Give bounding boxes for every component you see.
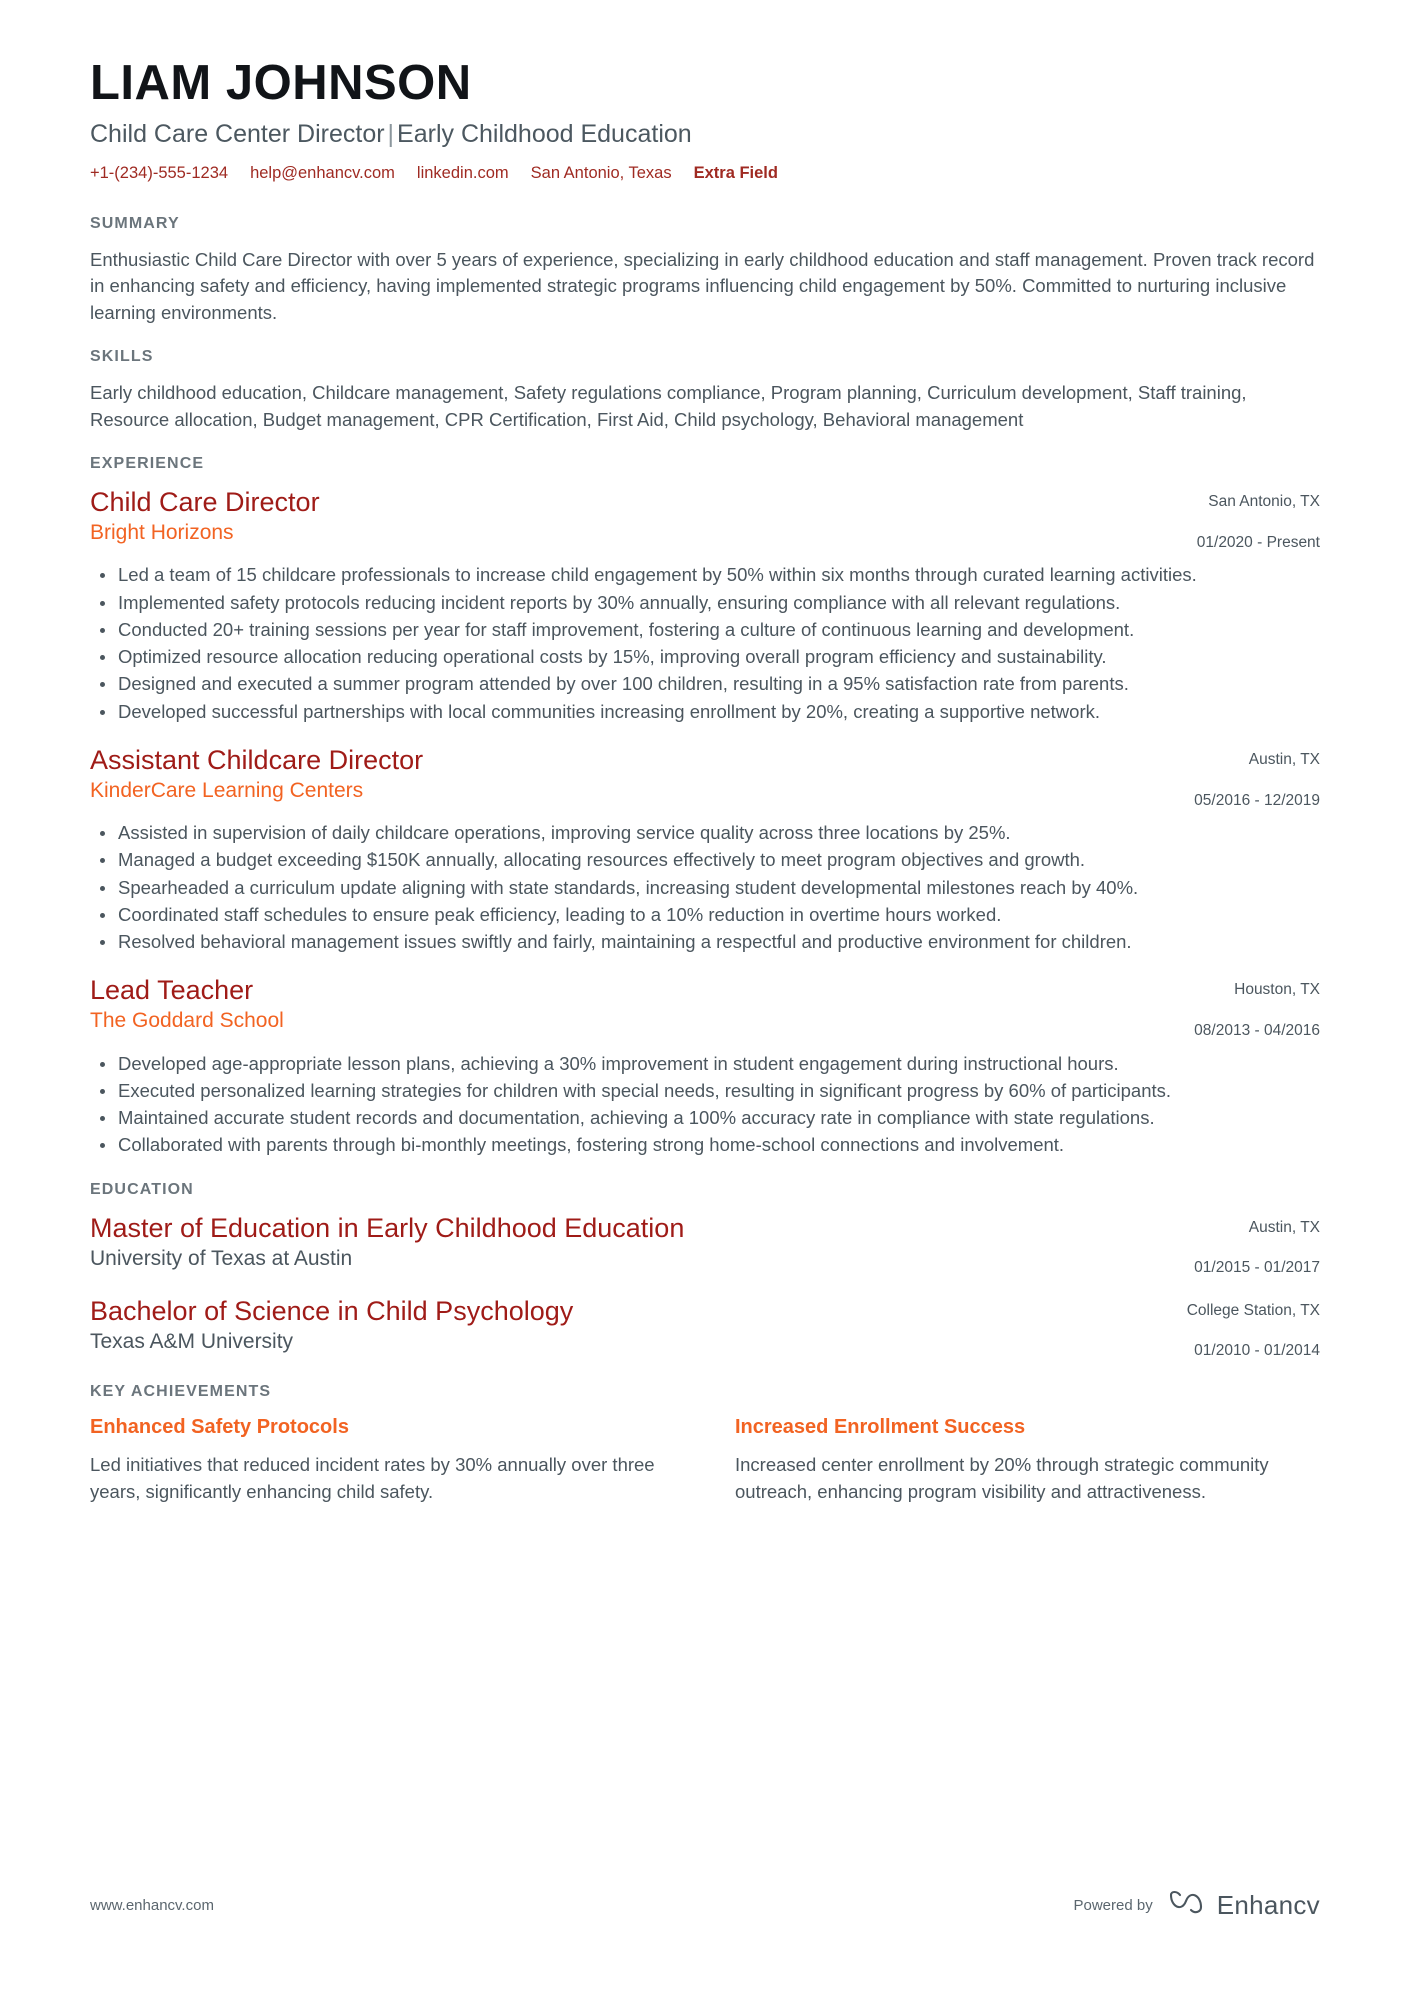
education-school: Texas A&M University	[90, 1329, 294, 1353]
education-entry	[90, 1296, 1320, 1361]
footer-branding	[1073, 1890, 1320, 1921]
experience-location: San Antonio, TX	[1208, 493, 1320, 511]
education-entry-meta	[1194, 1213, 1320, 1278]
list-item: Managed a budget exceeding $150K annually, allocating resources effectively to meet program objectives and growth.	[90, 847, 1320, 873]
footer-website-url[interactable]: www.enhancv.com	[90, 1897, 214, 1914]
skills-heading: SKILLS	[90, 348, 154, 366]
contact-extra-field[interactable]: Extra Field	[693, 164, 778, 183]
list-item: Led a team of 15 childcare professionals to increase child engagement by 50% within six months through curated learning activities.	[90, 562, 1320, 588]
education-entry-left	[90, 1296, 1187, 1354]
brand-lockup	[1167, 1890, 1320, 1921]
summary-heading: SUMMARY	[90, 214, 180, 232]
list-item: Conducted 20+ training sessions per year for staff improvement, fostering a culture of continuous learning and development.	[90, 617, 1320, 643]
experience-entry-head	[90, 487, 1320, 552]
list-item: Implemented safety protocols reducing incident reports by 30% annually, ensuring compliance with all relevant regulations.	[90, 590, 1320, 616]
resume-header	[90, 58, 1320, 185]
experience-entry	[90, 975, 1320, 1158]
education-dates: 01/2010 - 01/2014	[1194, 1342, 1320, 1360]
headline-secondary: Early Childhood Education	[397, 120, 692, 149]
experience-location: Austin, TX	[1248, 750, 1320, 768]
experience-company: The Goddard School	[90, 1009, 284, 1033]
list-item: Developed age-appropriate lesson plans, achieving a 30% improvement in student engagement during instructional hours.	[90, 1051, 1320, 1077]
education-degree: Bachelor of Science in Child Psychology	[90, 1295, 574, 1326]
experience-entry-left	[90, 487, 1197, 545]
education-degree: Master of Education in Early Childhood Education	[90, 1212, 685, 1243]
list-item: Collaborated with parents through bi-monthly meetings, fostering strong home-school connections and involvement.	[90, 1132, 1320, 1158]
experience-company: KinderCare Learning Centers	[90, 778, 364, 802]
experience-bullets	[90, 1051, 1320, 1159]
contact-row	[90, 163, 1320, 184]
experience-entry-left	[90, 975, 1194, 1033]
candidate-headline	[90, 119, 1320, 149]
experience-section	[90, 455, 1320, 1159]
summary-section	[90, 215, 1320, 326]
key-achievements-section	[90, 1383, 1320, 1505]
list-item: Executed personalized learning strategies for children with special needs, resulting in significant progress by 60% of participants.	[90, 1078, 1320, 1104]
experience-dates: 08/2013 - 04/2016	[1194, 1022, 1320, 1040]
education-location: College Station, TX	[1186, 1301, 1320, 1319]
experience-entry-meta	[1194, 975, 1320, 1040]
experience-company: Bright Horizons	[90, 521, 234, 544]
education-location: Austin, TX	[1248, 1218, 1320, 1236]
skills-text: Early childhood education, Childcare management, Safety regulations compliance, Program planning, Curriculum development, Staff training, Resource allocation, Budget management, CPR Certification, First Aid, Child psychology, Behavioral management	[90, 382, 1247, 430]
education-section	[90, 1181, 1320, 1361]
education-entry-head	[90, 1213, 1320, 1278]
education-school: University of Texas at Austin	[90, 1246, 353, 1270]
skills-section	[90, 348, 1320, 433]
list-item: Resolved behavioral management issues swiftly and fairly, maintaining a respectful and productive environment for children.	[90, 929, 1320, 955]
list-item: Designed and executed a summer program attended by over 100 children, resulting in a 95% satisfaction rate from parents.	[90, 671, 1320, 697]
enhancv-logo-icon	[1167, 1890, 1207, 1921]
achievement-title: Enhanced Safety Protocols	[90, 1416, 349, 1439]
contact-phone[interactable]: +1-(234)-555-1234	[90, 164, 229, 183]
experience-job-title: Lead Teacher	[90, 975, 254, 1006]
candidate-name: LIAM JOHNSON	[90, 56, 472, 110]
list-item: Optimized resource allocation reducing operational costs by 15%, improving overall program efficiency and sustainability.	[90, 644, 1320, 670]
experience-job-title: Child Care Director	[90, 487, 320, 518]
experience-entry-meta	[1197, 487, 1320, 552]
list-item: Spearheaded a curriculum update aligning with state standards, increasing student developmental milestones reach by 40%.	[90, 875, 1320, 901]
powered-by-label: Powered by	[1073, 1897, 1153, 1914]
education-entry-head	[90, 1296, 1320, 1361]
headline-primary: Child Care Center Director	[90, 120, 385, 149]
list-item: Developed successful partnerships with local communities increasing enrollment by 20%, creating a supportive network.	[90, 699, 1320, 725]
summary-text: Enthusiastic Child Care Director with over 5 years of experience, specializing in early childhood education and staff management. Proven track record in enhancing safety and efficiency, having implemented strategic programs influencing child engagement by 50%. Committed to nurturing inclusive learning environments.	[90, 248, 1315, 323]
education-entry-left	[90, 1213, 1194, 1271]
education-entry-meta	[1187, 1296, 1320, 1361]
list-item: Assisted in supervision of daily childcare operations, improving service quality across three locations by 25%.	[90, 820, 1320, 846]
experience-entry-left	[90, 745, 1194, 803]
achievement-item	[735, 1415, 1320, 1505]
experience-heading: EXPERIENCE	[90, 455, 205, 473]
achievement-description: Led initiatives that reduced incident rates by 30% annually over three years, significantly enhancing child safety.	[90, 1454, 655, 1502]
achievement-item	[90, 1415, 675, 1505]
education-heading: EDUCATION	[90, 1180, 194, 1198]
experience-job-title: Assistant Childcare Director	[90, 744, 424, 775]
experience-dates: 05/2016 - 12/2019	[1194, 791, 1320, 809]
list-item: Maintained accurate student records and documentation, achieving a 100% accuracy rate in compliance with state regulations.	[90, 1105, 1320, 1131]
experience-entry	[90, 487, 1320, 725]
education-dates: 01/2015 - 01/2017	[1194, 1259, 1320, 1277]
education-entry	[90, 1213, 1320, 1278]
contact-email[interactable]: help@enhancv.com	[250, 164, 395, 183]
page-footer	[90, 1890, 1320, 1921]
experience-entry-head	[90, 745, 1320, 810]
brand-name: Enhancv	[1216, 1890, 1320, 1920]
contact-location: San Antonio, Texas	[530, 164, 672, 183]
headline-separator: |	[387, 120, 395, 149]
experience-bullets	[90, 562, 1320, 725]
experience-dates: 01/2020 - Present	[1196, 533, 1320, 551]
achievement-title: Increased Enrollment Success	[735, 1416, 1026, 1439]
experience-location: Houston, TX	[1234, 981, 1320, 999]
experience-bullets	[90, 820, 1320, 955]
achievement-description: Increased center enrollment by 20% through strategic community outreach, enhancing program visibility and attractiveness.	[735, 1454, 1269, 1502]
experience-entry-head	[90, 975, 1320, 1040]
experience-entry	[90, 745, 1320, 956]
experience-entry-meta	[1194, 745, 1320, 810]
key-achievements-heading: KEY ACHIEVEMENTS	[90, 1383, 272, 1401]
key-achievements-grid	[90, 1415, 1320, 1505]
contact-linkedin[interactable]: linkedin.com	[416, 164, 509, 183]
list-item: Coordinated staff schedules to ensure peak efficiency, leading to a 10% reduction in overtime hours worked.	[90, 902, 1320, 928]
